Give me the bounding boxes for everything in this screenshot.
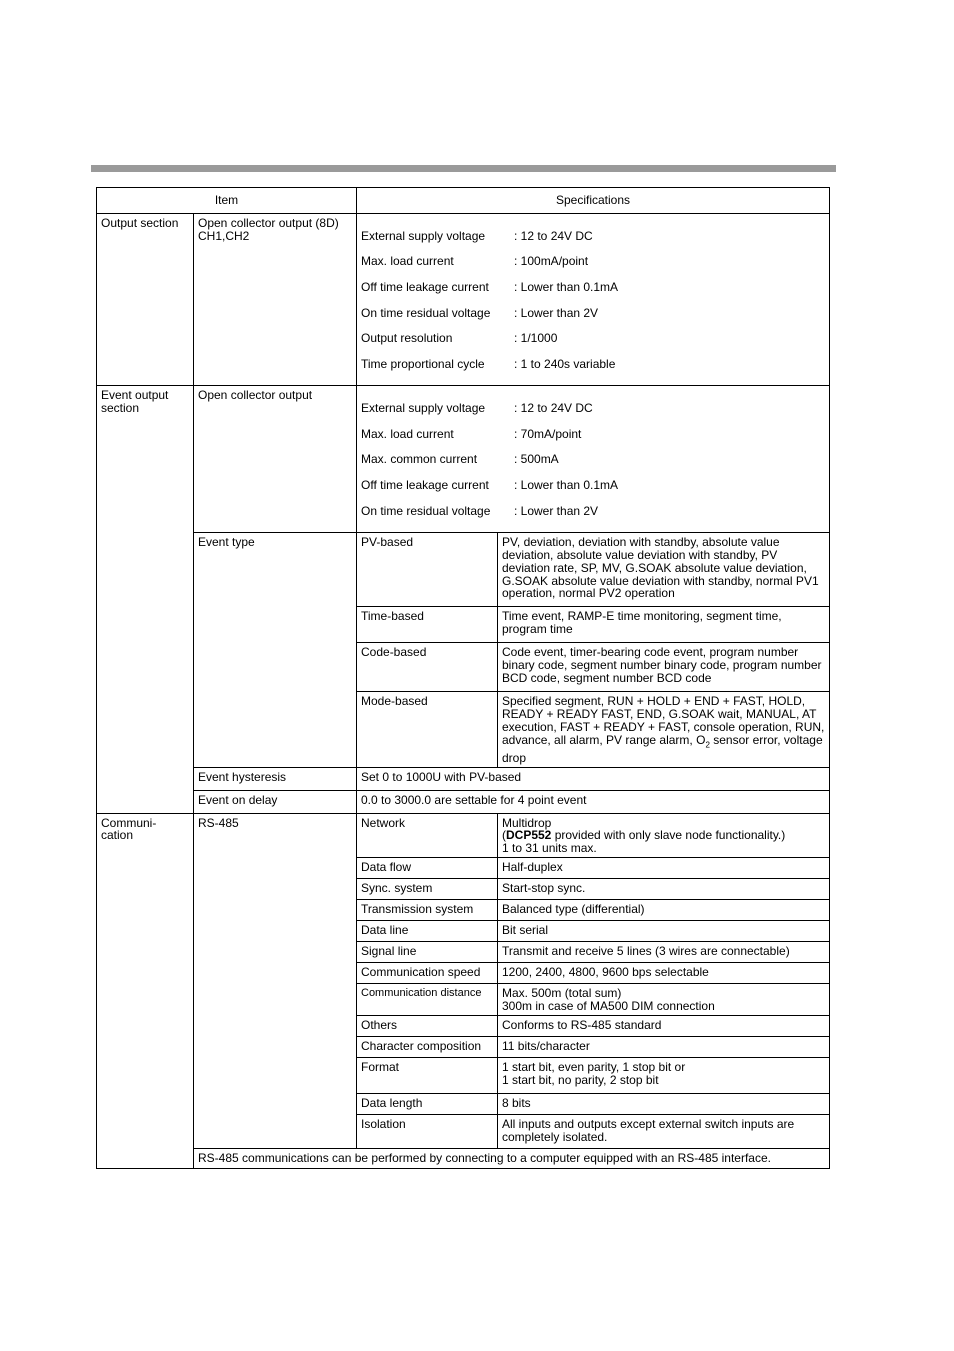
comm-name: Communication distance [357,983,498,1015]
network-line-1: Multidrop [502,815,552,830]
output-section-row [97,214,830,386]
spec-value: : Lower than 2V [514,305,599,320]
spec-name: Max. load current [361,254,454,269]
event-type-value [498,692,830,767]
comm-value: Half-duplex [498,857,830,878]
event-type-name: Code-based [357,643,498,692]
spec-name: Time proportional cycle [361,356,485,371]
output-specs [357,214,830,386]
output-type: Open collector output (8D) CH1,CH2 [194,214,357,386]
spec-name: Off time leakage current [361,279,489,294]
event-type-value: Code event, timer-bearing code event, program number binary code, segment number binary code, program number BCD code, segment number BCD code [498,643,830,692]
spec-line [361,307,825,320]
event-output-type: Open collector output [194,386,357,533]
event-output-row [97,386,830,533]
spec-value: : Lower than 2V [514,503,599,518]
network-line-3: 1 to 31 units max. [502,841,597,856]
spec-name: On time residual voltage [361,305,491,320]
spec-line [361,281,825,294]
spec-name: On time residual voltage [361,503,491,518]
specifications-header: Specifications [357,188,830,214]
spec-name: Output resolution [361,331,453,346]
comm-name: Data line [357,920,498,941]
comm-note-row [97,1148,830,1168]
spec-line [361,402,825,415]
comm-name: Transmission system [357,899,498,920]
spec-value: : Lower than 0.1mA [514,279,619,294]
output-section-label: Output section [97,214,194,386]
event-output-label: Event output section [97,386,194,813]
network-row [97,813,830,857]
comm-name: Character composition [357,1036,498,1057]
mode-text-b: sensor error, voltage drop [502,732,823,765]
spec-line [361,255,825,268]
comm-name: Others [357,1015,498,1036]
event-type-name: PV-based [357,533,498,607]
comm-value: Conforms to RS-485 standard [498,1015,830,1036]
event-hysteresis-row [97,767,830,790]
communication-label: Communi- cation [97,813,194,1168]
spec-name: Off time leakage current [361,477,489,492]
comm-value: 11 bits/character [498,1036,830,1057]
comm-value: Bit serial [498,920,830,941]
spec-name: External supply voltage [361,401,486,416]
event-output-specs [357,386,830,533]
event-type-value: PV, deviation, deviation with standby, absolute value deviation, absolute value deviation with standby, PV deviation rate, SP, MV, G.SOAK absolute value deviation, G.SOAK absolute value deviation with standby, normal PV1 operation, normal PV2 operation [498,533,830,607]
spec-name: Max. common current [361,452,478,467]
event-type-name: Time-based [357,607,498,643]
specifications-table [96,187,830,1169]
spec-name: Max. load current [361,426,454,441]
spec-line [361,332,825,345]
event-delay-row [97,790,830,813]
comm-value: Start-stop sync. [498,878,830,899]
network-label: Network [357,813,498,857]
spec-line [361,358,825,371]
subscript-2: 2 [705,739,710,749]
spec-value: : 100mA/point [514,254,589,269]
mode-text-a: Specified segment, RUN + HOLD + END + FAST, HOLD, READY + READY FAST, END, G.SOAK wait, MANUAL, AT execution, FAST + READY + FAST, console operation, RUN, advance, all alarm, PV range alarm, O [502,694,825,747]
paren-open: ( [502,828,506,843]
event-type-name: Mode-based [357,692,498,767]
spec-value: : 70mA/point [514,426,582,441]
comm-note: RS-485 communications can be performed by connecting to a computer equipped with an RS-485 interface. [194,1148,830,1168]
event-delay-label: Event on delay [194,790,357,813]
comm-name: Signal line [357,941,498,962]
network-value [498,813,830,857]
spec-value: : Lower than 0.1mA [514,477,619,492]
comm-value: 1 start bit, even parity, 1 stop bit or 1 start bit, no parity, 2 stop bit [498,1057,830,1093]
comm-value: All inputs and outputs except external switch inputs are completely isolated. [498,1114,830,1148]
comm-value: 1200, 2400, 4800, 9600 bps selectable [498,962,830,983]
spec-line [361,479,825,492]
event-type-label: Event type [194,533,357,767]
comm-name: Isolation [357,1114,498,1148]
comm-value: 8 bits [498,1093,830,1114]
event-hysteresis-value: Set 0 to 1000U with PV-based [357,767,830,790]
comm-name: Format [357,1057,498,1093]
comm-name: Sync. system [357,878,498,899]
spec-value: : 12 to 24V DC [514,228,593,243]
header-rule [91,165,836,172]
spec-value: : 500mA [514,452,559,467]
spec-line [361,230,825,243]
header-row [97,188,830,214]
spec-line [361,453,825,466]
comm-name: Communication speed [357,962,498,983]
spec-line [361,505,825,518]
comm-value: Balanced type (differential) [498,899,830,920]
comm-name: Data flow [357,857,498,878]
event-hysteresis-label: Event hysteresis [194,767,357,790]
spec-value: : 1/1000 [514,331,558,346]
spec-value: : 1 to 240s variable [514,356,616,371]
event-type-value: Time event, RAMP-E time monitoring, segment time, program time [498,607,830,643]
spec-line [361,428,825,441]
event-type-row [97,533,830,607]
spec-value: : 12 to 24V DC [514,401,593,416]
communication-type: RS-485 [194,813,357,1148]
comm-value: Transmit and receive 5 lines (3 wires are connectable) [498,941,830,962]
comm-value: Max. 500m (total sum) 300m in case of MA500 DIM connection [498,983,830,1015]
comm-name: Data length [357,1093,498,1114]
event-delay-value: 0.0 to 3000.0 are settable for 4 point event [357,790,830,813]
item-header: Item [97,188,357,214]
network-note: provided with only slave node functionality.) [551,828,786,843]
model-name: DCP552 [506,828,552,843]
spec-name: External supply voltage [361,228,486,243]
